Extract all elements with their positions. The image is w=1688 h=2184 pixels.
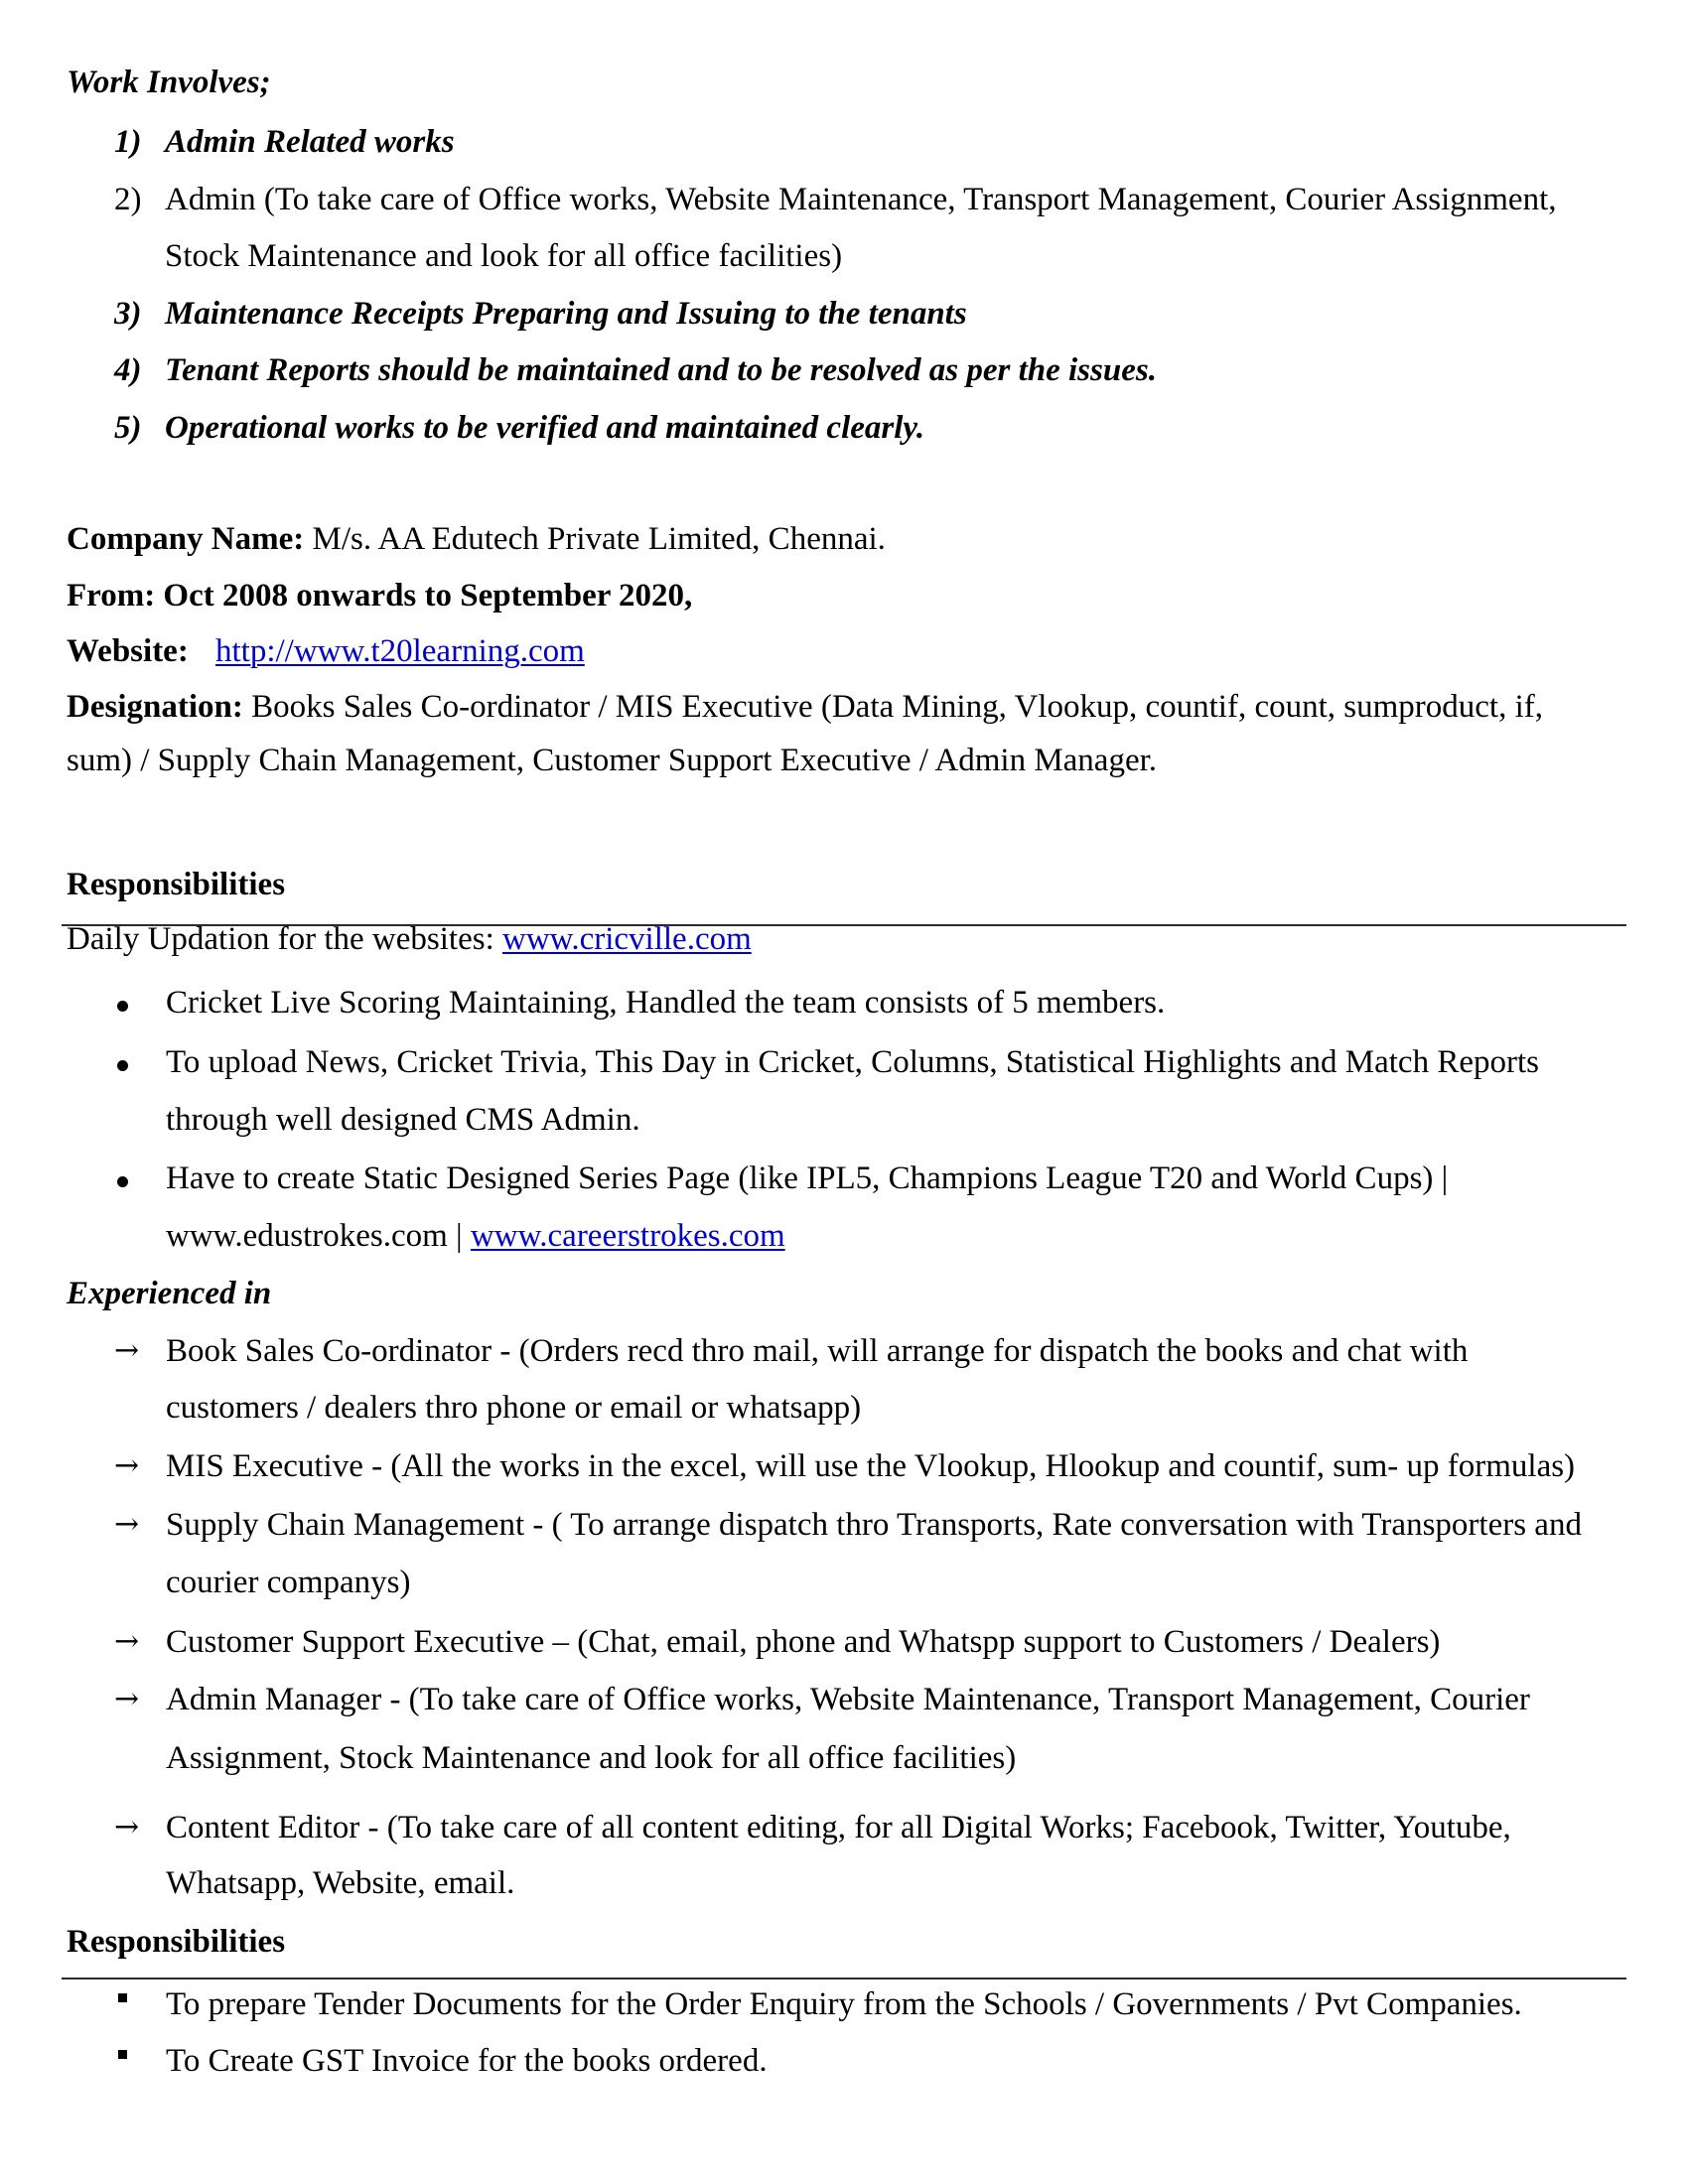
work-item-3: Maintenance Receipts Preparing and Issuing to the tenants	[165, 296, 967, 332]
experienced-in-heading: Experienced in	[67, 1276, 272, 1311]
arrow-right-icon: →	[114, 1624, 140, 1659]
experience-item-1-line-2: customers / dealers thro phone or email or whatsapp)	[166, 1390, 862, 1426]
responsibility-2-bullet-2: To Create GST Invoice for the books ordered.	[166, 2043, 768, 2079]
bullet-dot-icon	[117, 1060, 128, 1071]
bullet-square-icon	[118, 1993, 127, 2002]
experience-item-6-line-2: Whatsapp, Website, email.	[166, 1865, 515, 1901]
arrow-right-icon: →	[114, 1682, 140, 1716]
edustrokes-text: www.edustrokes.com |	[166, 1218, 471, 1254]
website-label: Website:	[67, 633, 189, 669]
arrow-right-icon: →	[114, 1507, 140, 1542]
list-number: 3)	[114, 296, 142, 332]
experience-item-3-line-1: Supply Chain Management - ( To arrange dispatch thro Transports, Rate conversation with Transporters and	[166, 1507, 1582, 1543]
list-number: 1)	[114, 124, 142, 160]
responsibility-bullet-1: Cricket Live Scoring Maintaining, Handled the team consists of 5 members.	[166, 985, 1166, 1021]
section-divider-2	[62, 1978, 1626, 1979]
daily-updation-text: Daily Updation for the websites:	[67, 921, 502, 957]
designation-label: Designation:	[67, 689, 243, 725]
cricville-link[interactable]: www.cricville.com	[502, 921, 752, 957]
responsibilities-heading: Responsibilities	[67, 867, 286, 902]
careerstrokes-link[interactable]: www.careerstrokes.com	[470, 1218, 785, 1254]
company-name-row	[67, 519, 886, 559]
bullet-square-icon	[118, 2050, 127, 2059]
work-item-5: Operational works to be verified and maintained clearly.	[165, 410, 925, 446]
bullet-dot-icon	[117, 1001, 128, 1012]
company-name-label: Company Name:	[67, 521, 305, 557]
company-name-value: M/s. AA Edutech Private Limited, Chennai.	[304, 521, 886, 557]
designation-value-line-1: Books Sales Co-ordinator / MIS Executive (Data Mining, Vlookup, countif, count, sumproduct, if,	[242, 689, 1543, 725]
work-involves-heading: Work Involves;	[67, 65, 271, 100]
arrow-right-icon: →	[114, 1810, 140, 1844]
experience-item-4: Customer Support Executive – (Chat, email, phone and Whatspp support to Customers / Dealers)	[166, 1624, 1441, 1660]
arrow-right-icon: →	[114, 1448, 140, 1483]
experience-item-3-line-2: courier companys)	[166, 1565, 411, 1600]
responsibility-bullet-2-line-1: To upload News, Cricket Trivia, This Day in Cricket, Columns, Statistical Highlights and Match Reports	[166, 1044, 1539, 1080]
responsibility-2-bullet-1: To prepare Tender Documents for the Order Enquiry from the Schools / Governments / Pvt Companies.	[166, 1986, 1522, 2022]
experience-item-5-line-1: Admin Manager - (To take care of Office works, Website Maintenance, Transport Management, Courier	[166, 1682, 1530, 1717]
work-item-2-line-2: Stock Maintenance and look for all office facilities)	[165, 238, 843, 274]
responsibility-bullet-3-line-2	[166, 1216, 785, 1256]
list-number: 5)	[114, 410, 142, 446]
bullet-dot-icon	[117, 1176, 128, 1187]
work-item-1: Admin Related works	[165, 124, 455, 160]
arrow-right-icon: →	[114, 1333, 140, 1368]
list-number: 4)	[114, 352, 142, 388]
work-item-2-line-1: Admin (To take care of Office works, Website Maintenance, Transport Management, Courier Assignment,	[165, 182, 1557, 217]
experience-item-5-line-2: Assignment, Stock Maintenance and look for all office facilities)	[166, 1740, 1017, 1776]
experience-item-6-line-1: Content Editor - (To take care of all content editing, for all Digital Works; Facebook, Twitter, Youtube,	[166, 1810, 1511, 1845]
designation-row	[67, 687, 1543, 727]
responsibility-bullet-2-line-2: through well designed CMS Admin.	[166, 1102, 640, 1138]
experience-item-1-line-1: Book Sales Co-ordinator - (Orders recd thro mail, will arrange for dispatch the books and chat with	[166, 1333, 1469, 1369]
responsibility-bullet-3-line-1: Have to create Static Designed Series Page (like IPL5, Champions League T20 and World Cups) |	[166, 1160, 1449, 1196]
daily-updation-row	[67, 919, 752, 959]
list-number: 2)	[114, 182, 142, 217]
designation-value-line-2: sum) / Supply Chain Management, Customer Support Executive / Admin Manager.	[67, 743, 1158, 778]
website-row	[67, 631, 585, 671]
experience-item-2: MIS Executive - (All the works in the excel, will use the Vlookup, Hlookup and countif, sum- up formulas)	[166, 1448, 1576, 1484]
employment-period: From: Oct 2008 onwards to September 2020,	[67, 578, 693, 614]
responsibilities-heading-2: Responsibilities	[67, 1924, 286, 1960]
work-item-4: Tenant Reports should be maintained and to be resolved as per the issues.	[165, 352, 1157, 388]
website-link[interactable]: http://www.t20learning.com	[215, 633, 585, 669]
